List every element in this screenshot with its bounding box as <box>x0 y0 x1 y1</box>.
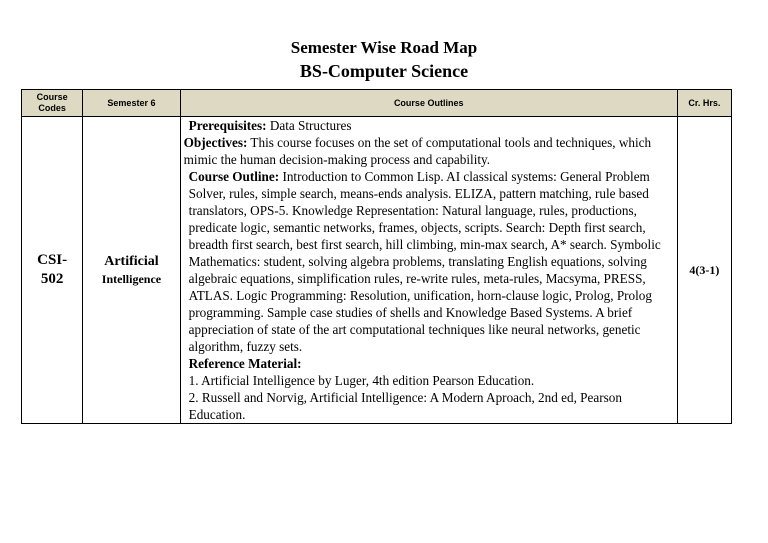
table-header-row <box>22 90 732 117</box>
prerequisites-text: Data Structures <box>266 118 352 133</box>
header-course-outlines: Course Outlines <box>180 90 677 117</box>
table-row <box>22 117 732 424</box>
course-code-cell <box>22 117 83 424</box>
document-header <box>0 36 768 84</box>
objectives-label: Objectives: <box>183 135 248 150</box>
header-semester: Semester 6 <box>83 90 180 117</box>
objectives-text: This course focuses on the set of computational tools and techniques, which mimic the human decision-making process and capability. <box>183 135 652 167</box>
prerequisites-label: Prerequisites: <box>188 118 267 133</box>
course-code-number: 502 <box>40 271 64 287</box>
course-outline <box>184 168 675 355</box>
course-outline-text: Introduction to Common Lisp. AI classical systems: General Problem Solver, rules, simple search, means-ends analysis. ELIZA, pattern matching, rule based translators, OPS-5. Knowledge Representation: Natural language, rules, productions, predicate logic, semantic networks, frames, objects, scripts. Search: Depth first search, breadth first search, best first search, hill climbing, min-max search, A* search. Symbolic Mathematics: student, solving algebra problems, translating English equations, solving algebraic equations, simplification rules, re-write rules, meta-rules, Macsyma, PRESS, ATLAS. Logic Programming: Resolution, unification, horn-clause logic, Prolog, Prolog programming. Sample case studies of shells and Knowledge Based Systems. A brief appreciation of state of the art computational techniques like neural networks, genetic algorithm, fuzzy sets. <box>188 169 661 354</box>
credit-hours-cell: 4(3-1) <box>677 117 731 424</box>
reference-item: 1. Artificial Intelligence by Luger, 4th edition Pearson Education. <box>188 373 535 388</box>
prerequisites <box>184 117 675 134</box>
course-code-prefix: CSI- <box>37 252 68 268</box>
course-table <box>21 89 732 424</box>
course-name-line1: Artificial <box>104 254 159 269</box>
page-subtitle: BS-Computer Science <box>299 61 469 81</box>
course-name-line2: Intelligence <box>101 272 162 286</box>
header-course-codes: Course Codes <box>22 90 83 117</box>
header-credit-hours: Cr. Hrs. <box>677 90 731 117</box>
objectives <box>184 134 675 168</box>
page-title: Semester Wise Road Map <box>290 38 478 57</box>
course-name-cell <box>83 117 180 424</box>
reference-material-label: Reference Material: <box>188 356 302 371</box>
reference-item: 2. Russell and Norvig, Artificial Intelligence: A Modern Aproach, 2nd ed, Pearson Education. <box>188 390 622 422</box>
course-outline-cell <box>180 117 677 424</box>
course-outline-label: Course Outline: <box>188 169 280 184</box>
